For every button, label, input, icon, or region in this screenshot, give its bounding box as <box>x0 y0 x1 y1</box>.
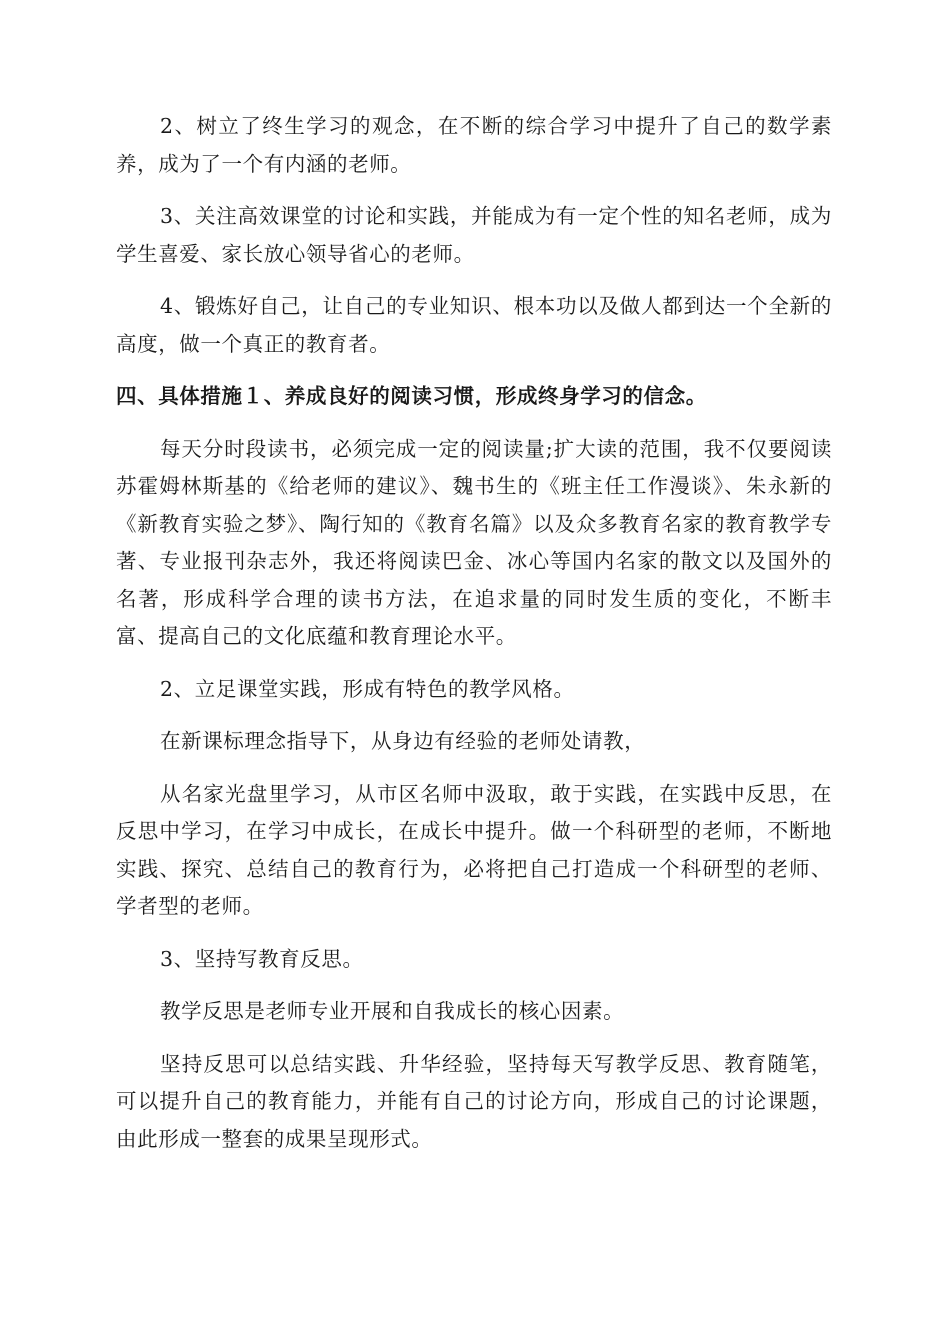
paragraph-measure-2-title: 2、立足课堂实践，形成有特色的教学风格。 <box>160 676 575 701</box>
document-page <box>116 108 832 1173</box>
paragraph-goal-4: 4、锻炼好自己，让自己的专业知识、根本功以及做人都到达一个全新的高度，做一个真正的教育者。 <box>116 294 832 356</box>
paragraph-reflection-core: 教学反思是老师专业开展和自我成长的核心因素。 <box>160 999 625 1023</box>
paragraph-goal-3: 3、关注高效课堂的讨论和实践，并能成为有一定个性的知名老师，成为学生喜爱、家长放心领导省心的老师。 <box>116 204 832 266</box>
paragraph-learning-practice: 从名家光盘里学习，从市区名师中汲取，敢于实践，在实践中反思，在反思中学习，在学习中成长，在成长中提升。做一个科研型的老师，不断地实践、探究、总结自己的教育行为，必将把自己打造成一个科研型的老师、学者型的老师。 <box>116 781 832 918</box>
paragraph-goal-2: 2、树立了终生学习的观念，在不断的综合学习中提升了自己的数学素养，成为了一个有内涵的老师。 <box>116 114 832 176</box>
paragraph-reflection-practice: 坚持反思可以总结实践、升华经验，坚持每天写教学反思、教育随笔，可以提升自己的教育能力，并能有自己的讨论方向，形成自己的讨论课题，由此形成一整套的成果呈现形式。 <box>116 1051 832 1151</box>
section-heading-measures: 四、具体措施１、养成良好的阅读习惯，形成终身学习的信念。 <box>116 384 707 408</box>
paragraph-reading-plan: 每天分时段读书，必须完成一定的阅读量;扩大读的范围，我不仅要阅读苏霍姆林斯基的《给老师的建议》、魏书生的《班主任工作漫谈》、朱永新的《新教育实验之梦》、陶行知的《教育名篇》以及众多教育名家的教育教学专著、专业报刊杂志外，我还将阅读巴金、冰心等国内名家的散文以及国外的名著，形成科学合理的读书方法，在追求量的同时发生质的变化，不断丰富、提高自己的文化底蕴和教育理论水平。 <box>116 436 832 648</box>
paragraph-measure-3-title: 3、坚持写教育反思。 <box>160 946 364 971</box>
paragraph-new-curriculum: 在新课标理念指导下，从身边有经验的老师处请教， <box>160 729 646 753</box>
